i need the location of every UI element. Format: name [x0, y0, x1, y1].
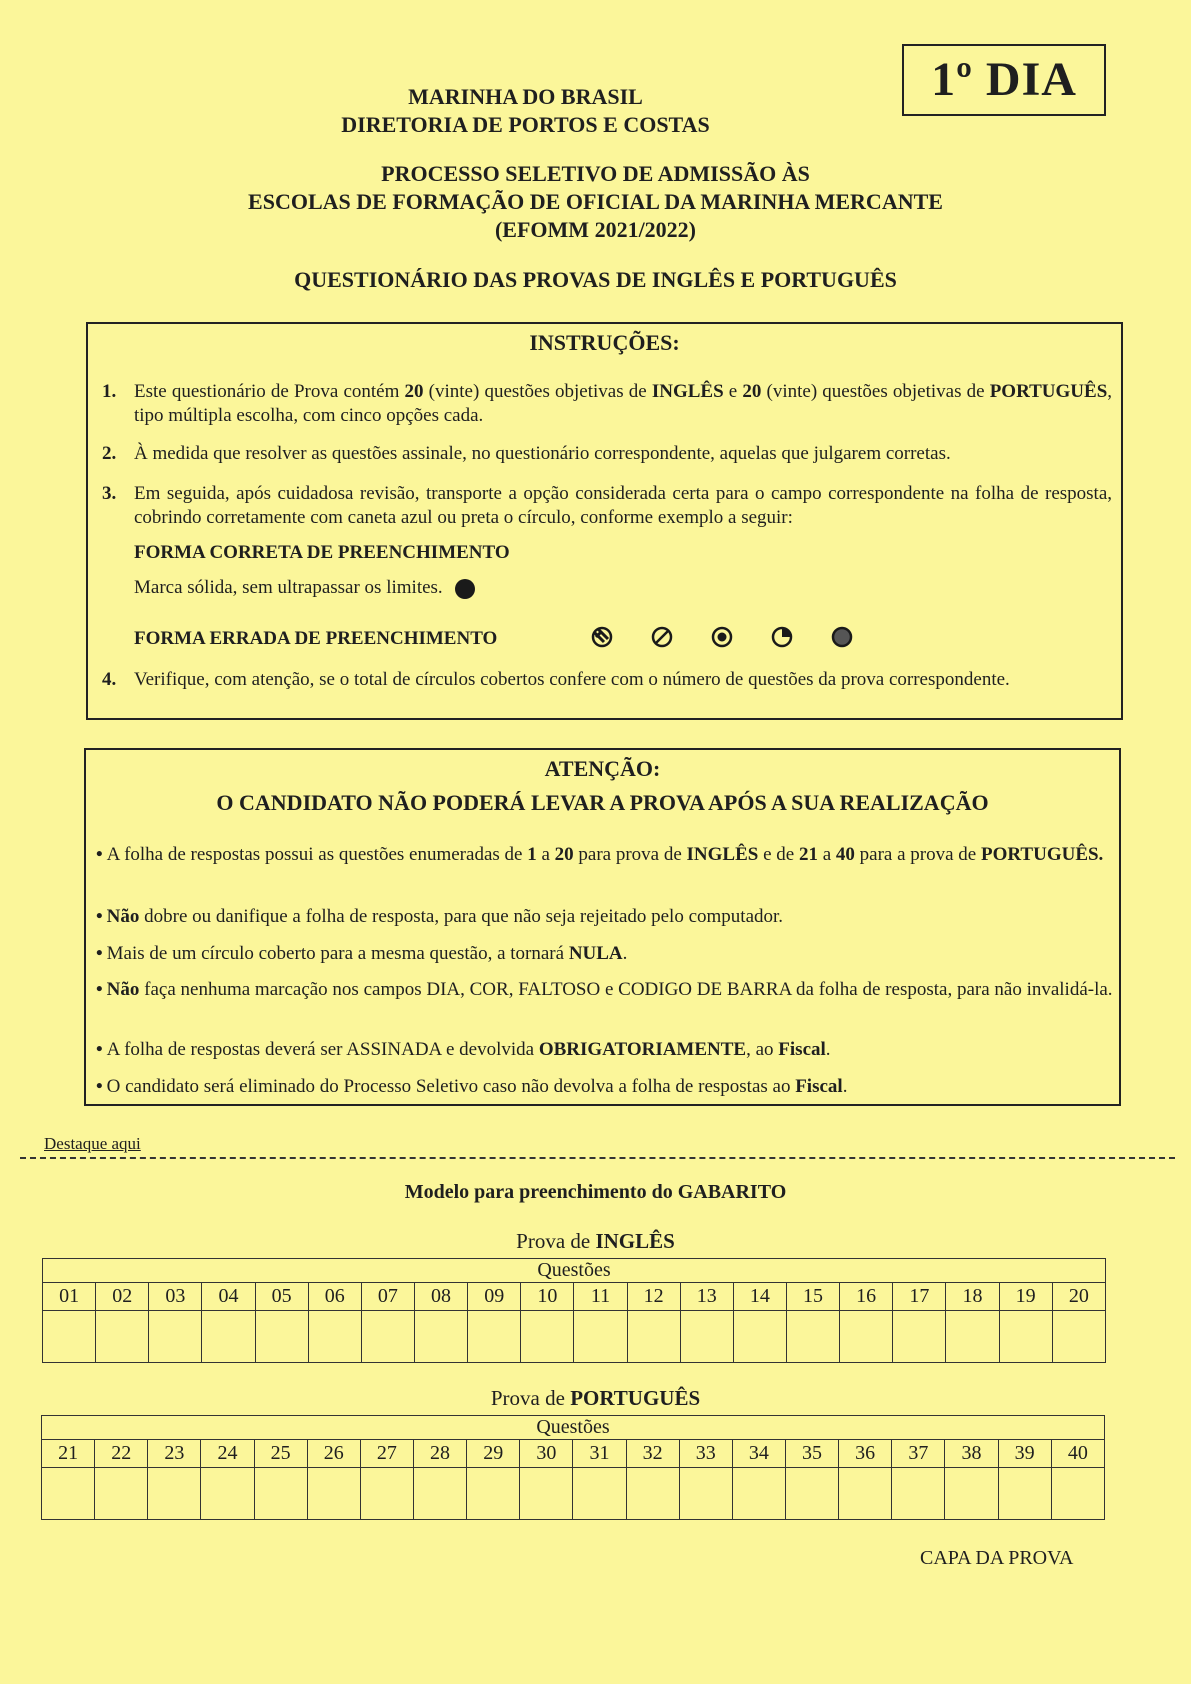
- text-segment: a: [536, 844, 555, 865]
- attention-title: ATENÇÃO:: [544, 756, 661, 781]
- english-table-caption: [0, 1229, 1191, 1254]
- answer-row: [43, 1311, 1106, 1363]
- answer-cell[interactable]: [1051, 1468, 1104, 1520]
- answer-cell[interactable]: [254, 1468, 307, 1520]
- answer-cell[interactable]: [96, 1311, 149, 1363]
- process-line2: ESCOLAS DE FORMAÇÃO DE OFICIAL DA MARINHA MERCANTE: [248, 189, 943, 214]
- question-number-cell: 26: [307, 1440, 360, 1468]
- attention-subtitle: O CANDIDATO NÃO PODERÁ LEVAR A PROVA APÓS A SUA REALIZAÇÃO: [216, 790, 989, 815]
- answer-cell[interactable]: [946, 1311, 999, 1363]
- question-number-cell: 10: [521, 1283, 574, 1311]
- question-number-cell: 31: [573, 1440, 626, 1468]
- question-number-cell: 14: [733, 1283, 786, 1311]
- answer-cell[interactable]: [892, 1468, 945, 1520]
- item-number: 2.: [102, 443, 117, 464]
- answer-cell[interactable]: [308, 1311, 361, 1363]
- item-text: Verifique, com atenção, se o total de círculos cobertos confere com o número de questões da prova correspondente.: [134, 669, 1010, 690]
- question-number-cell: 18: [946, 1283, 999, 1311]
- text-segment: Mais de um círculo coberto para a mesma questão, a tornará: [106, 943, 569, 964]
- slashed-circle-icon: [650, 625, 674, 654]
- item-text: À medida que resolver as questões assinale, no questionário correspondente, aquelas que julgarem corretas.: [134, 443, 951, 464]
- attention-bullet-5: • A folha de respostas deverá ser ASSINADA e devolvida OBRIGATORIAMENTE, ao Fiscal.: [96, 1039, 831, 1060]
- text-segment: 20: [404, 381, 424, 402]
- questions-header: Questões: [42, 1416, 1105, 1440]
- question-number-cell: 32: [626, 1440, 679, 1468]
- text-segment: Não: [106, 906, 140, 927]
- answer-cell[interactable]: [840, 1311, 893, 1363]
- answer-cell[interactable]: [733, 1311, 786, 1363]
- question-number-cell: 11: [574, 1283, 627, 1311]
- item-text: Em seguida, após cuidadosa revisão, transporte a opção considerada certa para o campo correspondente na folha de resposta, cobrindo corretamente com caneta azul ou preta o círculo, conforme exemplo a seguir:: [134, 483, 1112, 528]
- portuguese-answer-table: [41, 1415, 1105, 1520]
- answer-cell[interactable]: [361, 1311, 414, 1363]
- english-answer-table: [42, 1258, 1106, 1363]
- question-number-cell: 37: [892, 1440, 945, 1468]
- question-number-cell: 34: [732, 1440, 785, 1468]
- answer-cell[interactable]: [201, 1468, 254, 1520]
- detach-label: Destaque aqui: [44, 1134, 141, 1153]
- question-number-cell: 06: [308, 1283, 361, 1311]
- text-segment: , tipo múltipla escolha, com cinco opções cada.: [134, 381, 1113, 426]
- question-number-cell: 09: [468, 1283, 521, 1311]
- question-number-cell: 12: [627, 1283, 680, 1311]
- answer-cell[interactable]: [43, 1311, 96, 1363]
- question-number-cell: 04: [202, 1283, 255, 1311]
- text-segment: faça nenhuma marcação nos campos DIA, COR, FALTOSO e CODIGO DE BARRA da folha de resposta, para não invalidá-la.: [139, 979, 1113, 1000]
- question-number-cell: 17: [893, 1283, 946, 1311]
- text-segment: .: [842, 1076, 848, 1097]
- question-number-cell: 27: [360, 1440, 413, 1468]
- answer-cell[interactable]: [521, 1311, 574, 1363]
- item-number: 1.: [102, 381, 117, 402]
- answer-cell[interactable]: [732, 1468, 785, 1520]
- question-number-cell: 25: [254, 1440, 307, 1468]
- gabarito-title: Modelo para preenchimento do GABARITO: [404, 1181, 787, 1203]
- light-filled-circle-icon: [830, 625, 854, 654]
- answer-cell[interactable]: [893, 1311, 946, 1363]
- text-segment: INGLÊS: [686, 844, 759, 865]
- instructions-title: INSTRUÇÕES:: [529, 330, 680, 355]
- answer-cell[interactable]: [839, 1468, 892, 1520]
- text-segment: 21: [798, 844, 818, 865]
- detach-dashed-line[interactable]: [20, 1157, 1175, 1159]
- answer-cell[interactable]: [626, 1468, 679, 1520]
- text-segment: Fiscal: [795, 1076, 843, 1097]
- org-header: [0, 83, 1121, 139]
- day-label-box: 1º DIA: [902, 44, 1106, 116]
- text-segment: OBRIGATORIAMENTE: [538, 1039, 747, 1060]
- text-segment: e de: [758, 844, 799, 865]
- question-number-cell: 23: [148, 1440, 201, 1468]
- question-number-cell: 21: [42, 1440, 95, 1468]
- question-number-cell: 01: [43, 1283, 96, 1311]
- answer-cell[interactable]: [467, 1468, 520, 1520]
- answer-cell[interactable]: [786, 1311, 839, 1363]
- question-number-row: [43, 1283, 1106, 1311]
- answer-cell[interactable]: [945, 1468, 998, 1520]
- question-number-cell: 22: [95, 1440, 148, 1468]
- org-line1: MARINHA DO BRASIL: [408, 84, 643, 109]
- question-number-cell: 38: [945, 1440, 998, 1468]
- process-line3: (EFOMM 2021/2022): [494, 217, 697, 242]
- questions-header: Questões: [43, 1259, 1106, 1283]
- center-dot-circle-icon: [710, 625, 734, 654]
- answer-cell[interactable]: [999, 1311, 1052, 1363]
- exam-title: QUESTIONÁRIO DAS PROVAS DE INGLÊS E PORTUGUÊS: [294, 267, 897, 292]
- answer-cell[interactable]: [574, 1311, 627, 1363]
- answer-cell[interactable]: [42, 1468, 95, 1520]
- text-segment: .: [825, 1039, 831, 1060]
- question-number-cell: 30: [520, 1440, 573, 1468]
- question-number-cell: 13: [680, 1283, 733, 1311]
- item-text: [134, 380, 1112, 428]
- text-segment: 40: [835, 844, 855, 865]
- attention-bullet-2: • Não dobre ou danifique a folha de resposta, para que não seja rejeitado pelo computador.: [96, 906, 784, 927]
- question-number-cell: 05: [255, 1283, 308, 1311]
- question-number-cell: 02: [96, 1283, 149, 1311]
- answer-cell[interactable]: [627, 1311, 680, 1363]
- question-number-cell: 08: [414, 1283, 467, 1311]
- caption-name: PORTUGUÊS: [570, 1386, 701, 1410]
- answer-row: [42, 1468, 1105, 1520]
- answer-cell[interactable]: [149, 1311, 202, 1363]
- attention-bullet-6: • O candidato será eliminado do Processo Seletivo caso não devolva a folha de respostas ao Fiscal.: [96, 1076, 848, 1097]
- caption-name: INGLÊS: [595, 1229, 675, 1253]
- question-number-cell: 33: [679, 1440, 732, 1468]
- text-segment: INGLÊS: [651, 381, 724, 402]
- text-segment: A folha de respostas possui as questões enumeradas de: [106, 844, 528, 865]
- answer-cell[interactable]: [414, 1311, 467, 1363]
- caption-prefix: Prova de: [516, 1229, 596, 1253]
- question-number-cell: 40: [1051, 1440, 1104, 1468]
- text-segment: Não: [106, 979, 140, 1000]
- question-number-cell: 16: [840, 1283, 893, 1311]
- text-segment: 20: [742, 381, 762, 402]
- text-segment: Este questionário de Prova contém: [134, 381, 405, 402]
- question-number-cell: 39: [998, 1440, 1051, 1468]
- answer-cell[interactable]: [679, 1468, 732, 1520]
- wrong-marks-row: [590, 625, 886, 654]
- correct-fill-title: FORMA CORRETA DE PREENCHIMENTO: [134, 542, 510, 563]
- answer-cell[interactable]: [680, 1311, 733, 1363]
- cover-footer-label: CAPA DA PROVA: [920, 1547, 1074, 1569]
- text-segment: PORTUGUÊS: [989, 381, 1108, 402]
- org-line2: DIRETORIA DE PORTOS E COSTAS: [341, 112, 710, 137]
- question-number-cell: 36: [839, 1440, 892, 1468]
- text-segment: O candidato será eliminado do Processo Seletivo caso não devolva a folha de respostas ao: [106, 1076, 796, 1097]
- wrong-fill-title: FORMA ERRADA DE PREENCHIMENTO: [134, 628, 498, 649]
- caption-prefix: Prova de: [490, 1386, 571, 1410]
- answer-cell[interactable]: [468, 1311, 521, 1363]
- answer-cell[interactable]: [413, 1468, 466, 1520]
- answer-cell[interactable]: [202, 1311, 255, 1363]
- question-number-cell: 29: [467, 1440, 520, 1468]
- text-segment: para prova de: [573, 844, 687, 865]
- text-segment: e: [723, 381, 743, 402]
- question-number-cell: 15: [786, 1283, 839, 1311]
- question-number-cell: 20: [1052, 1283, 1105, 1311]
- process-line1: PROCESSO SELETIVO DE ADMISSÃO ÀS: [381, 161, 810, 186]
- question-number-cell: 24: [201, 1440, 254, 1468]
- answer-cell[interactable]: [785, 1468, 838, 1520]
- partial-circle-icon: [770, 625, 794, 654]
- answer-cell[interactable]: [1052, 1311, 1105, 1363]
- answer-cell[interactable]: [573, 1468, 626, 1520]
- answer-cell[interactable]: [520, 1468, 573, 1520]
- text-segment: (vinte) questões objetivas de: [423, 381, 652, 402]
- answer-cell[interactable]: [360, 1468, 413, 1520]
- question-number-cell: 19: [999, 1283, 1052, 1311]
- question-number-row: [42, 1440, 1105, 1468]
- scribbled-circle-icon: [590, 625, 614, 654]
- text-segment: a: [817, 844, 836, 865]
- answer-cell[interactable]: [95, 1468, 148, 1520]
- question-number-cell: 28: [413, 1440, 466, 1468]
- text-segment: A folha de respostas deverá ser ASSINADA e devolvida: [106, 1039, 539, 1060]
- portuguese-table-caption: [0, 1386, 1191, 1411]
- question-number-cell: 03: [149, 1283, 202, 1311]
- attention-bullet-3: • Mais de um círculo coberto para a mesma questão, a tornará NULA.: [96, 943, 628, 964]
- answer-cell[interactable]: [148, 1468, 201, 1520]
- text-segment: Fiscal: [778, 1039, 826, 1060]
- text-segment: dobre ou danifique a folha de resposta, para que não seja rejeitado pelo computador.: [139, 906, 784, 927]
- item-number: 4.: [102, 669, 117, 690]
- question-number-cell: 35: [785, 1440, 838, 1468]
- text-segment: NULA: [568, 943, 623, 964]
- question-number-cell: 07: [361, 1283, 414, 1311]
- text-segment: , ao: [746, 1039, 779, 1060]
- text-segment: 20: [554, 844, 574, 865]
- attention-bullet-4: • Não faça nenhuma marcação nos campos DIA, COR, FALTOSO e CODIGO DE BARRA da folha de resposta, para não invalidá-la.: [96, 979, 1113, 1000]
- correct-fill-row: [134, 577, 475, 599]
- answer-cell[interactable]: [998, 1468, 1051, 1520]
- answer-cell[interactable]: [255, 1311, 308, 1363]
- process-header: [0, 160, 1191, 244]
- text-segment: 1: [527, 844, 537, 865]
- text-segment: PORTUGUÊS.: [980, 844, 1104, 865]
- attention-bullet-1: • A folha de respostas possui as questões enumeradas de 1 a 20 para prova de INGLÊS e de 21 a 40 para a prova de PORTUGUÊS.: [96, 844, 1104, 865]
- solid-circle-icon: [455, 579, 475, 599]
- item-number: 3.: [102, 483, 117, 504]
- text-segment: para a prova de: [854, 844, 981, 865]
- correct-fill-text: Marca sólida, sem ultrapassar os limites.: [134, 577, 443, 598]
- answer-cell[interactable]: [307, 1468, 360, 1520]
- text-segment: (vinte) questões objetivas de: [761, 381, 990, 402]
- text-segment: .: [622, 943, 628, 964]
